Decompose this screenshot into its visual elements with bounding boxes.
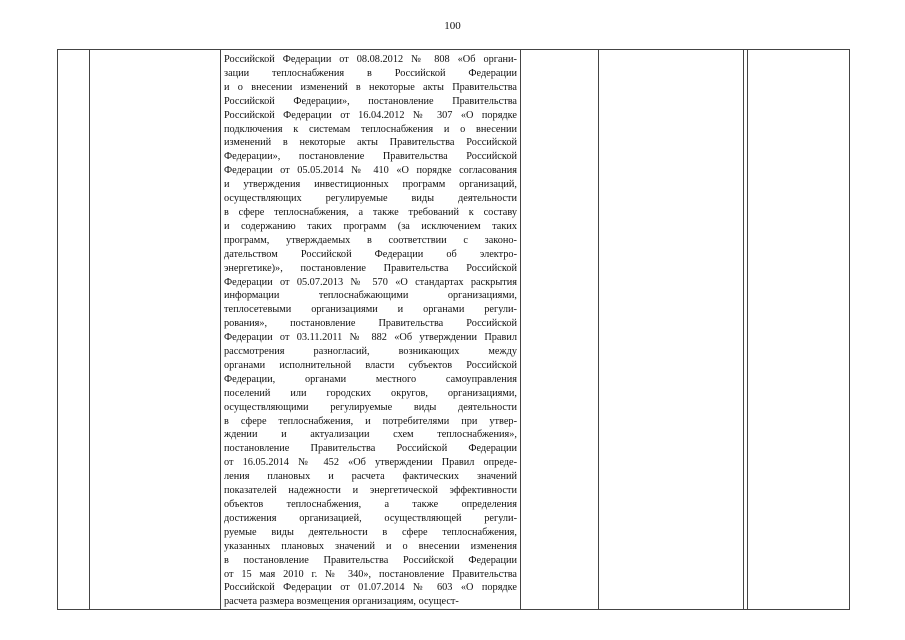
text-line: в постановление Правительства Российской Федерации bbox=[224, 554, 517, 566]
text-line: осуществляющими регулируемые виды деятельности bbox=[224, 401, 517, 413]
text-line: в сфере теплоснабжения, и потребителями при утвер- bbox=[224, 415, 517, 427]
text-line: показателей надежности и энергетической эффективности bbox=[224, 485, 517, 497]
text-line: ления плановых и расчета фактических значений bbox=[224, 471, 517, 483]
text-line: теплосетевыми организациями и органами регули- bbox=[224, 304, 517, 316]
text-line: Российской Федерации от 16.04.2012 № 307 «О порядке bbox=[224, 109, 517, 121]
text-line: Федерации от 05.07.2013 № 570 «О стандартах раскрытия bbox=[224, 276, 517, 288]
text-line: ждении и актуализации схем теплоснабжения», bbox=[224, 429, 517, 441]
measure-name-cell bbox=[90, 50, 221, 610]
text-line: от 15 мая 2010 г. № 340», постановление Правительства bbox=[224, 568, 517, 580]
text-line: объектов теплоснабжения, а также определения bbox=[224, 499, 517, 510]
text-line: зации теплоснабжения в Российской Федерации bbox=[224, 67, 517, 79]
text-line: Российской Федерации от 01.07.2014 № 603 «О порядке bbox=[224, 582, 517, 594]
responsible-cell bbox=[599, 50, 744, 610]
text-line: руемые виды деятельности в сфере теплоснабжения, bbox=[224, 526, 517, 538]
text-line: осуществляющих регулируемые виды деятельности bbox=[224, 193, 517, 205]
text-line: Российской Федерации», постановление Правительства bbox=[224, 95, 517, 107]
table-row bbox=[58, 50, 850, 610]
text-line: и о внесении изменений в некоторые акты Правительства bbox=[224, 81, 517, 93]
legal-basis-cell bbox=[221, 50, 521, 610]
text-line: рования», постановление Правительства Российской bbox=[224, 318, 517, 330]
text-line: органами исполнительной власти субъектов Российской bbox=[224, 359, 517, 371]
text-line: указанных плановых значений и о внесении изменения bbox=[224, 540, 517, 552]
deadline-cell bbox=[521, 50, 599, 610]
text-line: Федерации от 05.05.2014 № 410 «О порядке согласования bbox=[224, 165, 517, 177]
text-line: поселений или городских округов, организациями, bbox=[224, 387, 517, 399]
document-table bbox=[57, 49, 850, 610]
text-line: информации теплоснабжающими организациями, bbox=[224, 290, 517, 302]
text-line: постановление Правительства Российской Федерации bbox=[224, 443, 517, 455]
text-line: Российской Федерации от 08.08.2012 № 808 «Об органи- bbox=[224, 54, 517, 65]
text-line: энергетике)», постановление Правительства Российской bbox=[224, 262, 517, 274]
result-cell bbox=[748, 50, 850, 610]
text-line: от 16.05.2014 № 452 «Об утверждении Правил опреде- bbox=[224, 457, 517, 469]
text-line: и утверждения инвестиционных программ организаций, bbox=[224, 179, 517, 191]
text-line: подключения к системам теплоснабжения и о внесении bbox=[224, 123, 517, 135]
text-line: изменений в некоторые акты Правительства Российской bbox=[224, 137, 517, 149]
legal-basis-text bbox=[224, 53, 517, 609]
text-line: в сфере теплоснабжения, а также требований к составу bbox=[224, 206, 517, 218]
text-line: Федерации от 03.11.2011 № 882 «Об утверждении Правил bbox=[224, 332, 517, 344]
text-line: Федерации», постановление Правительства Российской bbox=[224, 151, 517, 163]
text-line: расчета размера возмещения организациям, осущест- bbox=[224, 596, 459, 608]
row-number-cell bbox=[58, 50, 90, 610]
text-line: и содержанию таких программ (за исключением таких bbox=[224, 220, 517, 232]
text-line: дательством Российской Федерации об электро- bbox=[224, 248, 517, 260]
page-number: 100 bbox=[444, 20, 461, 32]
text-line: рассмотрения разногласий, возникающих между bbox=[224, 346, 517, 358]
text-line: Федерации, органами местного самоуправления bbox=[224, 373, 517, 385]
text-line: достижения организацией, осуществляющей регули- bbox=[224, 512, 517, 524]
text-line: программ, утверждаемых в соответствии с законо- bbox=[224, 234, 517, 246]
